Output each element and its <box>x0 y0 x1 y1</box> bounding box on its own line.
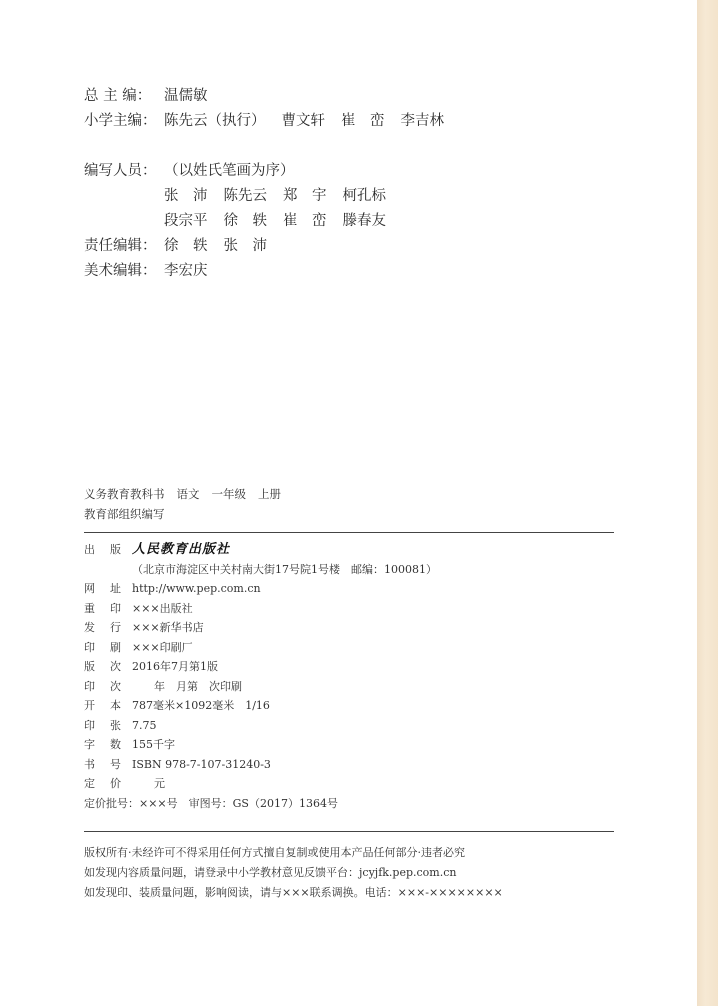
label-char: 版 <box>84 660 95 673</box>
approval-label: 定价批号： <box>84 796 139 810</box>
book-title-line <box>84 484 293 504</box>
art-editor-label: 美术编辑： <box>84 263 157 279</box>
website-row <box>84 579 437 599</box>
feedback-line: 如发现内容质量问题，请登录中小学教材意见反馈平台：jcyjfk.pep.com.cn <box>84 866 457 879</box>
label-char: 张 <box>110 718 121 732</box>
chief-editor-name: 温儒敏 <box>164 88 208 104</box>
distributor-value: ×××新华书店 <box>132 621 204 634</box>
format-row <box>84 696 437 716</box>
writer-name: 张 沛 <box>164 188 208 204</box>
chief-editor-row <box>84 84 460 109</box>
approval-value: ×××号 审图号：GS（2017）1364号 <box>139 796 338 810</box>
writers-names-row <box>84 209 460 234</box>
book-compiler: 教育部组织编写 <box>84 507 165 521</box>
writer-name: 崔 峦 <box>283 213 327 229</box>
writers-row <box>84 159 460 184</box>
art-editor-name: 李宏庆 <box>164 263 208 279</box>
edition-value: 2016年7月第1版 <box>132 660 218 673</box>
label-char: 出 <box>84 543 95 556</box>
label-char: 网 <box>84 582 95 595</box>
writer-name: 陈先云 <box>223 188 267 204</box>
reprint-row <box>84 599 437 619</box>
publisher-logo: 人民教育出版社 <box>132 542 231 557</box>
primary-editor-name: 陈先云（执行） <box>164 113 266 129</box>
label-char: 印 <box>84 679 95 693</box>
book-info <box>84 484 293 524</box>
label-char: 次 <box>110 660 121 673</box>
label-char: 字 <box>84 738 95 751</box>
label-char: 行 <box>110 621 121 634</box>
website-value: http://www.pep.com.cn <box>132 582 261 595</box>
label-char: 数 <box>110 738 121 751</box>
writers-label: 编写人员： <box>84 163 157 179</box>
primary-editor-row <box>84 109 460 134</box>
printer-row <box>84 638 437 658</box>
isbn-value: ISBN 978-7-107-31240-3 <box>132 757 271 771</box>
rights-line: 版权所有·未经许可不得采用任何方式擅自复制或使用本产品任何部分·违者必究 <box>84 846 465 859</box>
printing-row <box>84 677 437 697</box>
credits-block <box>84 84 460 284</box>
page-edge <box>697 0 718 1006</box>
label-char: 刷 <box>110 640 121 654</box>
label-char: 重 <box>84 601 95 615</box>
sheets-value: 7.75 <box>132 718 157 732</box>
label-char: 号 <box>110 757 121 771</box>
book-series: 义务教育教科书 <box>84 487 165 501</box>
label-char: 版 <box>110 543 121 556</box>
approval-row <box>84 794 437 814</box>
rights-block <box>84 843 503 903</box>
printing-value: 年 月第 次印刷 <box>154 679 242 693</box>
writer-name: 段宗平 <box>164 213 208 229</box>
writers-names-row <box>84 184 460 209</box>
isbn-row <box>84 755 437 775</box>
words-row <box>84 735 437 755</box>
label-char: 书 <box>84 757 95 771</box>
top-divider <box>84 532 614 533</box>
primary-editor-name: 曹文轩 <box>281 113 325 129</box>
writer-name: 徐 轶 <box>223 213 267 229</box>
publisher-row <box>84 540 437 560</box>
reprint-value: ×××出版社 <box>132 601 193 615</box>
responsible-editor-row <box>84 234 460 259</box>
primary-editor-name: 李吉林 <box>400 113 444 129</box>
writers-note: （以姓氏笔画为序） <box>164 163 295 179</box>
writer-name: 郑 宇 <box>283 188 327 204</box>
publication-info <box>84 540 437 813</box>
words-value: 155千字 <box>132 738 175 751</box>
price-value: 元 <box>154 777 165 790</box>
writer-name: 滕春友 <box>342 213 386 229</box>
chief-editor-label: 总 主 编： <box>84 88 152 104</box>
bottom-divider <box>84 831 614 832</box>
responsible-editor-name: 徐 轶 <box>164 238 208 254</box>
distributor-row <box>84 618 437 638</box>
label-char: 址 <box>110 582 121 595</box>
label-char: 开 <box>84 699 95 712</box>
label-char: 印 <box>84 640 95 654</box>
label-char: 次 <box>110 679 121 693</box>
label-char: 本 <box>110 699 121 712</box>
writer-name: 柯孔标 <box>342 188 386 204</box>
printer-value: ×××印刷厂 <box>132 640 193 654</box>
art-editor-row <box>84 259 460 284</box>
primary-editor-name: 崔 峦 <box>341 113 385 129</box>
price-row <box>84 774 437 794</box>
edition-row <box>84 657 437 677</box>
publisher-address: （北京市海淀区中关村南大街17号院1号楼 邮编：100081） <box>132 562 437 576</box>
responsible-editor-name: 张 沛 <box>223 238 267 254</box>
responsible-editor-label: 责任编辑： <box>84 238 157 254</box>
sheets-row <box>84 716 437 736</box>
label-char: 印 <box>84 718 95 732</box>
contact-line: 如发现印、装质量问题，影响阅读，请与×××联系调换。电话：×××-×××××××× <box>84 886 503 899</box>
book-subject: 语文 <box>176 487 200 501</box>
format-value: 787毫米×1092毫米 1/16 <box>132 699 270 712</box>
label-char: 发 <box>84 621 95 634</box>
label-char: 价 <box>110 777 121 790</box>
book-grade: 一年级 <box>211 487 246 501</box>
label-char: 印 <box>110 601 121 615</box>
book-volume: 上册 <box>258 487 281 501</box>
primary-editor-label: 小学主编： <box>84 113 157 129</box>
label-char: 定 <box>84 777 95 790</box>
